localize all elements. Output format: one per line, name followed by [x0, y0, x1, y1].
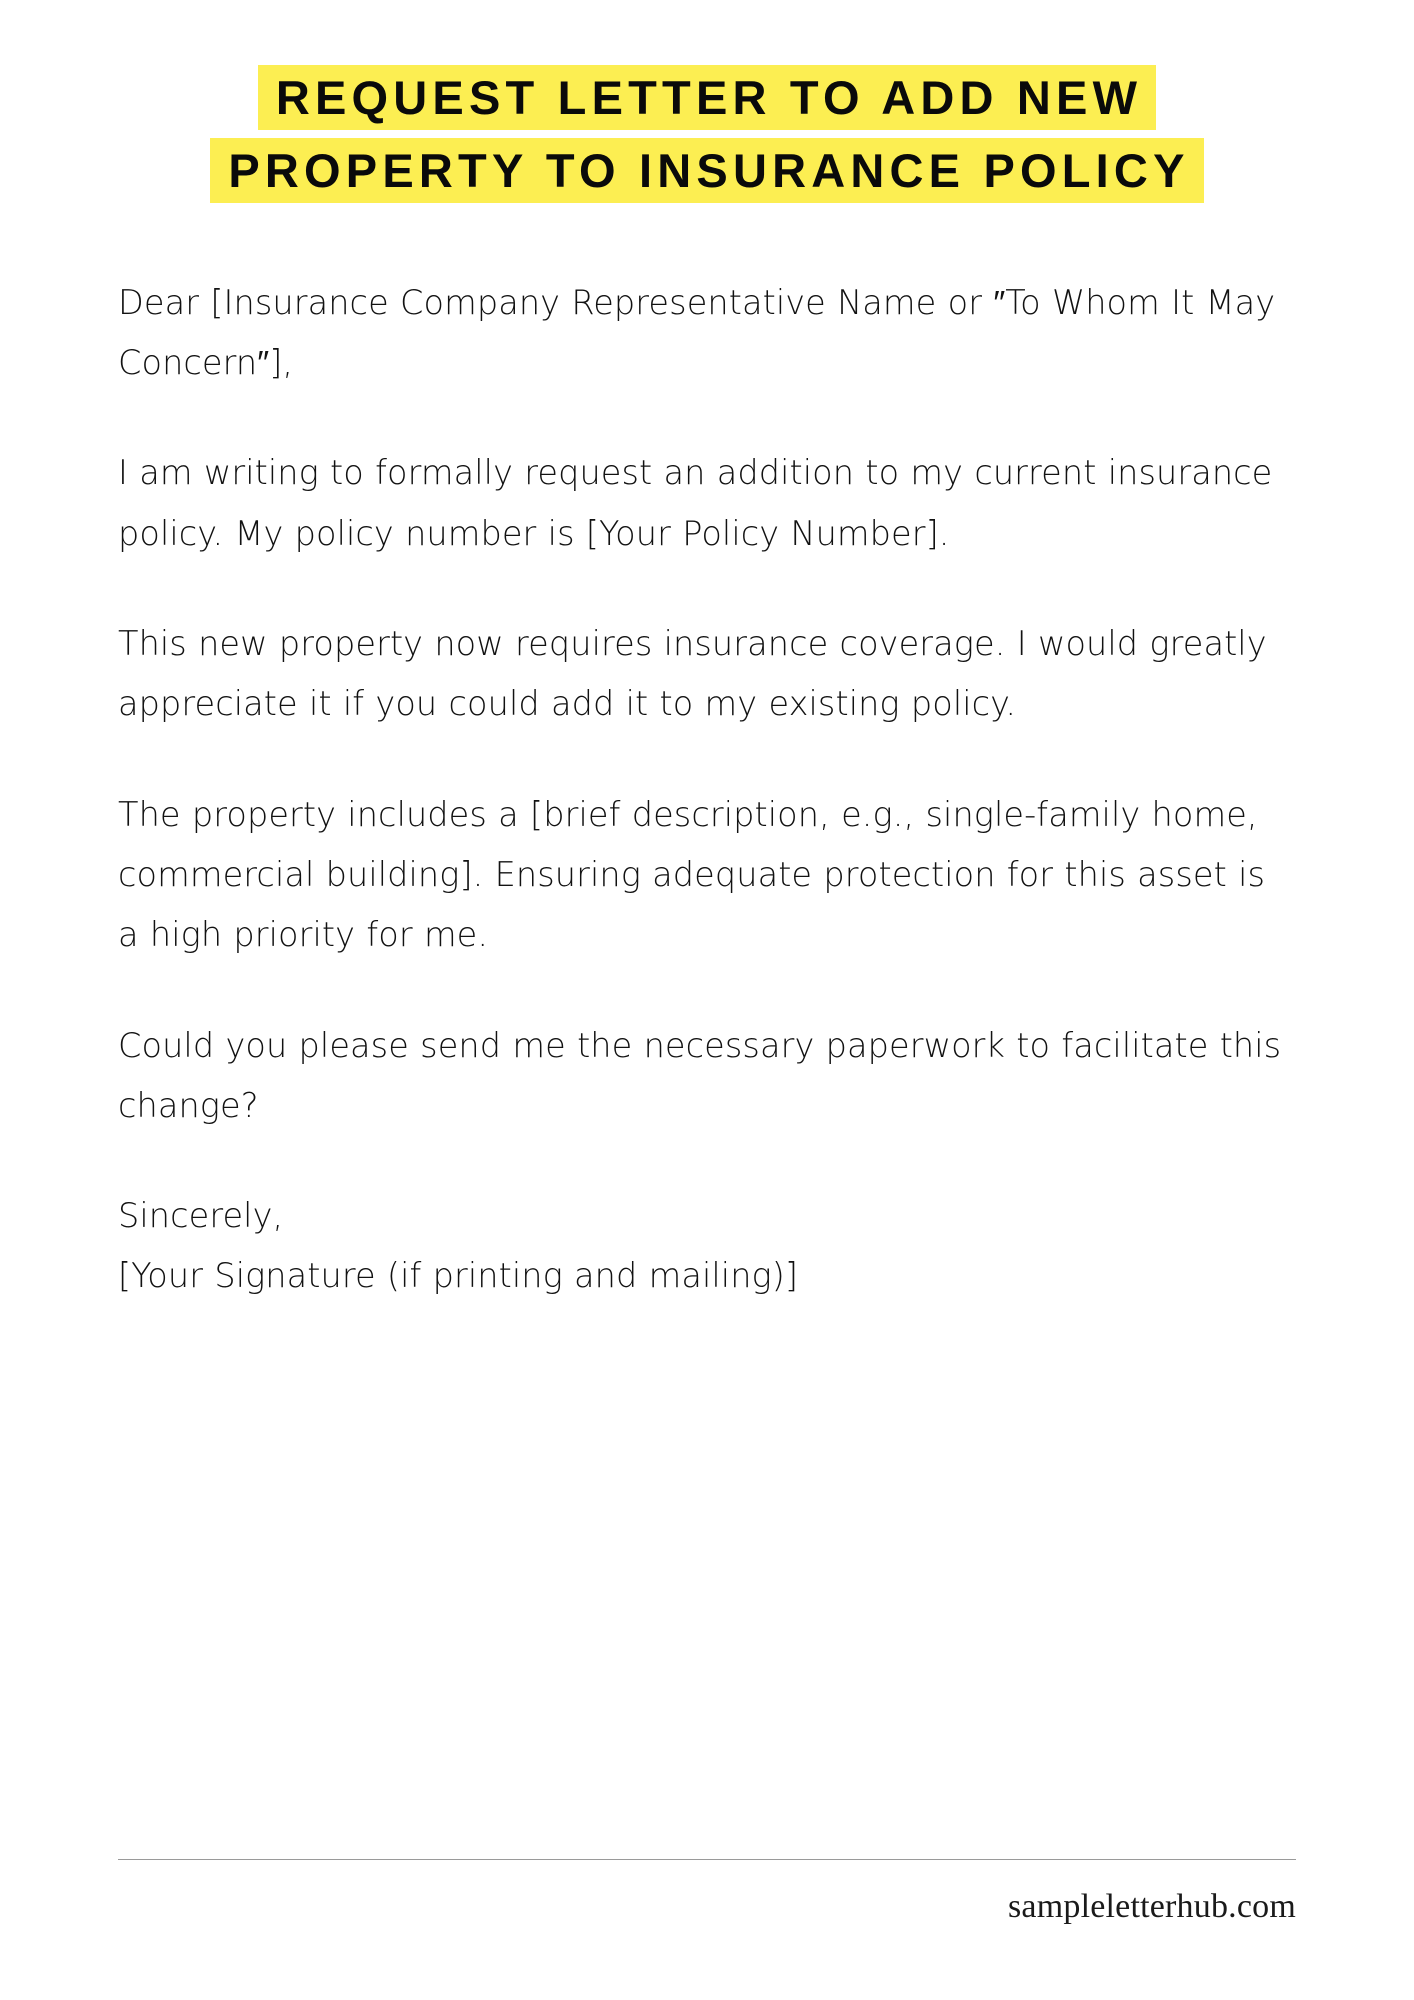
body-paragraph-3: The property includes a [brief description, e.g., single-family home, commercial building]. Ensuring adequate protection for this asset is a high priority for me. — [118, 794, 1266, 955]
salutation-paragraph: Dear [Insurance Company Representative Name or ″To Whom It May Concern″], — [118, 282, 1276, 383]
title-line-2-text: PROPERTY TO INSURANCE POLICY — [210, 138, 1203, 203]
title-line-2 — [0, 135, 1414, 206]
body-paragraph-4: Could you please send me the necessary paperwork to facilitate this change? — [118, 1025, 1282, 1125]
body-paragraph-1: I am writing to formally request an addition to my current insurance policy. My policy number is [Your Policy Number]. — [118, 453, 1273, 553]
document-title — [0, 0, 1414, 207]
letter-body — [0, 207, 1414, 1307]
signature-placeholder: [Your Signature (if printing and mailing)] — [118, 1256, 799, 1296]
page-footer — [118, 1859, 1296, 1924]
title-line-1 — [0, 62, 1414, 133]
title-line-1-text: REQUEST LETTER TO ADD NEW — [258, 65, 1156, 130]
footer-divider — [118, 1859, 1296, 1860]
body-paragraph-2: This new property now requires insurance coverage. I would greatly appreciate it if you could add it to my existing policy. — [118, 624, 1267, 724]
closing-salutation: Sincerely, — [118, 1196, 284, 1236]
footer-website-url: sampleletterhub.com — [1008, 1888, 1296, 1925]
